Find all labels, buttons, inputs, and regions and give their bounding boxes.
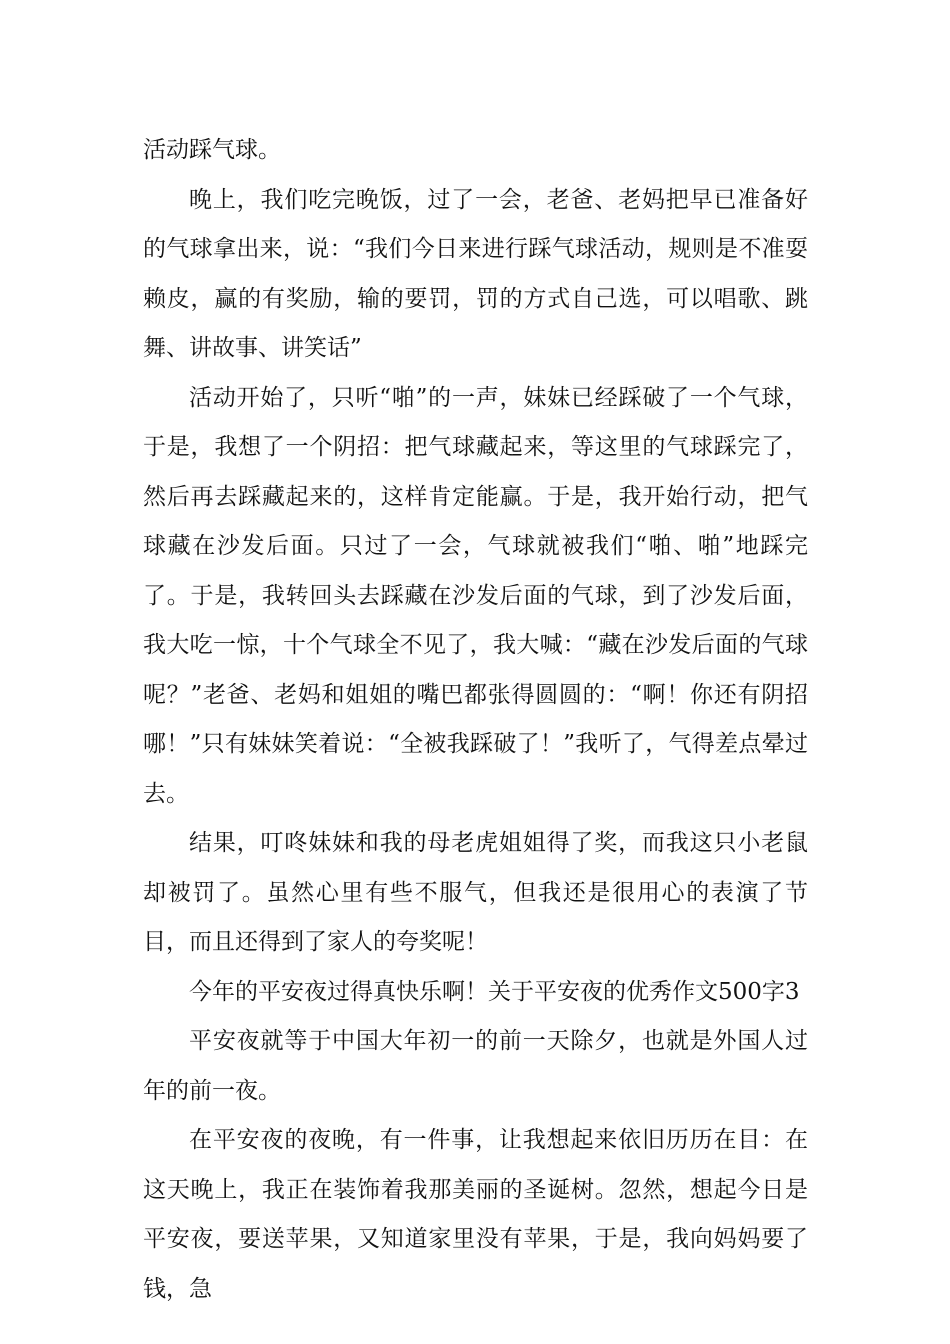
paragraph-2: 晚上，我们吃完晚饭，过了一会，老爸、老妈把早已准备好的气球拿出来，说：“我们今日来进行踩气球活动，规则是不准耍赖皮，赢的有奖励，输的要罚，罚的方式自己选，可以唱歌、跳舞、讲故事、讲笑话” — [143, 186, 808, 361]
document-body — [143, 126, 808, 1314]
paragraph-3: 活动开始了，只听“啪”的一声，妹妹已经踩破了一个气球，于是，我想了一个阴招：把气球藏起来，等这里的气球踩完了，然后再去踩藏起来的，这样肯定能赢。于是，我开始行动，把气球藏在沙发后面。只过了一会，气球就被我们“啪、啪”地踩完了。于是，我转回头去踩藏在沙发后面的气球，到了沙发后面，我大吃一惊，十个气球全不见了，我大喊：“藏在沙发后面的气球呢？”老爸、老妈和姐姐的嘴巴都张得圆圆的：“啊！你还有阴招哪！”只有妹妹笑着说：“全被我踩破了！”我听了，气得差点晕过去。 — [143, 384, 808, 807]
essay-heading: 今年的平安夜过得真快乐啊！关于平安夜的优秀作文500字3 — [189, 978, 800, 1005]
paragraph-6: 在平安夜的夜晚，有一件事，让我想起来依旧历历在目：在这天晚上，我正在装饰着我那美丽的圣诞树。忽然，想起今日是平安夜，要送苹果，又知道家里没有苹果，于是，我向妈妈要了钱，急 — [143, 1127, 808, 1302]
paragraph-5: 平安夜就等于中国大年初一的前一天除夕，也就是外国人过年的前一夜。 — [143, 1028, 808, 1104]
paragraph-4: 结果，叮咚妹妹和我的母老虎姐姐得了奖，而我这只小老鼠却被罚了。虽然心里有些不服气，但我还是很用心的表演了节目，而且还得到了家人的夸奖呢！ — [143, 830, 808, 955]
paragraph-1: 活动踩气球。 — [143, 137, 281, 163]
